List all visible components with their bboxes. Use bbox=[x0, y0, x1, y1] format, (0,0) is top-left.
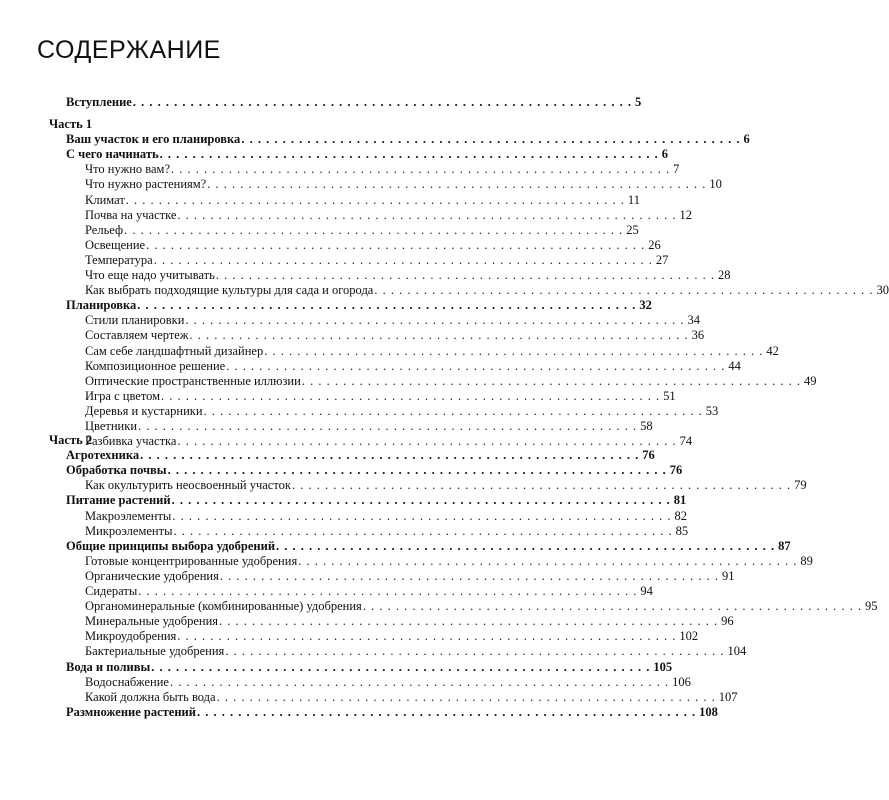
toc-subsection-entry[interactable] bbox=[85, 644, 747, 659]
toc-entry-title: Освещение bbox=[85, 237, 146, 252]
toc-entry-title: Минеральные удобрения bbox=[85, 614, 219, 629]
dot-leader: . . . . . . . . . . . . . . . . . . . . . . . . . . . . . . . . . . . . . . . . . . . . . . . . . . . . . . . . . . . . . bbox=[177, 434, 677, 449]
toc-entry-title: Общие принципы выбора удобрений bbox=[66, 538, 276, 553]
dot-leader: . . . . . . . . . . . . . . . . . . . . . . . . . . . . . . . . . . . . . . . . . . . . . . . . . . . . . . . . . . . . . bbox=[185, 313, 685, 328]
toc-subsection-entry[interactable] bbox=[85, 162, 680, 177]
toc-entry-title: Органические удобрения bbox=[85, 568, 219, 583]
dot-leader: . . . . . . . . . . . . . . . . . . . . . . . . . . . . . . . . . . . . . . . . . . . . . . . . . . . . . . . . . . . . . bbox=[219, 568, 719, 583]
toc-page-number: 42 bbox=[766, 343, 779, 358]
part-heading: Часть 2 bbox=[49, 433, 93, 447]
toc-entry-title: Почва на участке bbox=[85, 207, 177, 222]
toc-page-number: 26 bbox=[648, 237, 661, 252]
toc-subsection-entry[interactable] bbox=[85, 689, 738, 705]
dot-leader: . . . . . . . . . . . . . . . . . . . . . . . . . . . . . . . . . . . . . . . . . . . . . . . . . . . . . . . . . . . . . bbox=[171, 493, 671, 508]
toc-entry-title: Агротехника bbox=[66, 448, 140, 463]
dot-leader: . . . . . . . . . . . . . . . . . . . . . . . . . . . . . . . . . . . . . . . . . . . . . . . . . . . . . . . . . . . . . bbox=[153, 252, 653, 267]
toc-page-number: 106 bbox=[672, 674, 691, 689]
toc-page-number: 81 bbox=[673, 493, 687, 508]
toc-entry-title: Макроэлементы bbox=[85, 508, 172, 523]
toc-subsection-entry[interactable] bbox=[85, 629, 699, 644]
toc-subsection-entry[interactable] bbox=[85, 478, 807, 493]
toc-subsection-entry[interactable] bbox=[85, 674, 691, 690]
toc-entry-title: Вода и поливы bbox=[66, 659, 151, 674]
dot-leader: . . . . . . . . . . . . . . . . . . . . . . . . . . . . . . . . . . . . . . . . . . . . . . . . . . . . . . . . . . . . . bbox=[374, 283, 874, 298]
dot-leader: . . . . . . . . . . . . . . . . . . . . . . . . . . . . . . . . . . . . . . . . . . . . . . . . . . . . . . . . . . . . . bbox=[173, 523, 673, 538]
toc-subsection-entry[interactable] bbox=[85, 358, 741, 374]
toc-entry-title: Что нужно вам? bbox=[85, 162, 171, 177]
toc-subsection-entry[interactable] bbox=[85, 388, 676, 404]
toc-page-number: 11 bbox=[627, 192, 640, 207]
toc-subsection-entry[interactable] bbox=[85, 343, 779, 359]
toc-entry-title: Климат bbox=[85, 192, 125, 207]
dot-leader: . . . . . . . . . . . . . . . . . . . . . . . . . . . . . . . . . . . . . . . . . . . . . . . . . . . . . . . . . . . . . bbox=[146, 237, 646, 252]
toc-entry-title: Микроэлементы bbox=[85, 523, 173, 538]
toc-page-number: 51 bbox=[663, 388, 676, 403]
toc-page-number: 74 bbox=[679, 434, 693, 449]
dot-leader: . . . . . . . . . . . . . . . . . . . . . . . . . . . . . . . . . . . . . . . . . . . . . . . . . . . . . . . . . . . . . bbox=[140, 448, 640, 463]
toc-subsection-entry[interactable] bbox=[85, 373, 817, 389]
dot-leader: . . . . . . . . . . . . . . . . . . . . . . . . . . . . . . . . . . . . . . . . . . . . . . . . . . . . . . . . . . . . . bbox=[226, 358, 726, 373]
toc-section-entry[interactable] bbox=[66, 298, 652, 313]
toc-entry-title: Планировка bbox=[66, 298, 137, 313]
dot-leader: . . . . . . . . . . . . . . . . . . . . . . . . . . . . . . . . . . . . . . . . . . . . . . . . . . . . . . . . . . . . . bbox=[301, 373, 801, 388]
toc-entry-intro[interactable] bbox=[66, 95, 642, 110]
toc-page-number: 53 bbox=[705, 403, 719, 418]
dot-leader: . . . . . . . . . . . . . . . . . . . . . . . . . . . . . . . . . . . . . . . . . . . . . . . . . . . . . . . . . . . . . bbox=[138, 584, 638, 598]
toc-page-number: 12 bbox=[679, 207, 693, 222]
toc-page-number: 102 bbox=[679, 629, 699, 644]
toc-page-number: 82 bbox=[674, 508, 687, 523]
dot-leader: . . . . . . . . . . . . . . . . . . . . . . . . . . . . . . . . . . . . . . . . . . . . . . . . . . . . . . . . . . . . . bbox=[177, 629, 677, 644]
toc-entry-title: Температура bbox=[85, 252, 153, 267]
toc-entry-title: Составляем чертеж bbox=[85, 328, 189, 343]
part-heading: Часть 1 bbox=[49, 117, 93, 131]
dot-leader: . . . . . . . . . . . . . . . . . . . . . . . . . . . . . . . . . . . . . . . . . . . . . . . . . . . . . . . . . . . . . bbox=[362, 599, 862, 614]
dot-leader: . . . . . . . . . . . . . . . . . . . . . . . . . . . . . . . . . . . . . . . . . . . . . . . . . . . . . . . . . . . . . bbox=[215, 268, 715, 282]
toc-subsection-entry[interactable] bbox=[85, 283, 889, 298]
dot-leader: . . . . . . . . . . . . . . . . . . . . . . . . . . . . . . . . . . . . . . . . . . . . . . . . . . . . . . . . . . . . . bbox=[298, 553, 798, 568]
toc-page-number: 85 bbox=[675, 523, 689, 538]
dot-leader: . . . . . . . . . . . . . . . . . . . . . . . . . . . . . . . . . . . . . . . . . . . . . . . . . . . . . . . . . . . . . bbox=[159, 147, 659, 162]
dot-leader: . . . . . . . . . . . . . . . . . . . . . . . . . . . . . . . . . . . . . . . . . . . . . . . . . . . . . . . . . . . . . bbox=[276, 538, 776, 553]
toc-entry-title: Игра с цветом bbox=[85, 388, 161, 403]
toc-subsection-entry[interactable] bbox=[85, 599, 878, 614]
toc-subsection-entry[interactable] bbox=[85, 222, 639, 238]
toc-entry-title: Цветники bbox=[85, 419, 138, 433]
toc-page-number: 27 bbox=[655, 252, 669, 267]
toc-page-number: 104 bbox=[727, 644, 747, 659]
dot-leader: . . . . . . . . . . . . . . . . . . . . . . . . . . . . . . . . . . . . . . . . . . . . . . . . . . . . . . . . . . . . . bbox=[291, 478, 792, 493]
toc-page-number: 107 bbox=[718, 689, 738, 704]
dot-leader: . . . . . . . . . . . . . . . . . . . . . . . . . . . . . . . . . . . . . . . . . . . . . . . . . . . . . . . . . . . . . bbox=[171, 162, 671, 177]
toc-entry-title: Обработка почвы bbox=[66, 463, 167, 478]
dot-leader: . . . . . . . . . . . . . . . . . . . . . . . . . . . . . . . . . . . . . . . . . . . . . . . . . . . . . . . . . . . . . bbox=[177, 207, 677, 222]
toc-page-number: 25 bbox=[626, 222, 639, 237]
toc-entry-title: Микроудобрения bbox=[85, 629, 177, 644]
toc-section-entry[interactable] bbox=[66, 448, 655, 463]
toc-entry-title: Размножение растений bbox=[66, 704, 196, 719]
toc-subsection-entry[interactable] bbox=[85, 434, 693, 449]
toc-subsection-entry[interactable] bbox=[85, 568, 735, 584]
dot-leader: . . . . . . . . . . . . . . . . . . . . . . . . . . . . . . . . . . . . . . . . . . . . . . . . . . . . . . . . . . . . . bbox=[161, 388, 661, 403]
toc-entry-title: Деревья и кустарники bbox=[85, 403, 203, 418]
toc-entry-title: Стили планировки bbox=[85, 313, 185, 328]
toc-entry-title: Что еще надо учитывать bbox=[85, 268, 215, 282]
dot-leader: . . . . . . . . . . . . . . . . . . . . . . . . . . . . . . . . . . . . . . . . . . . . . . . . . . . . . . . . . . . . . bbox=[172, 508, 672, 523]
dot-leader: . . . . . . . . . . . . . . . . . . . . . . . . . . . . . . . . . . . . . . . . . . . . . . . . . . . . . . . . . . . . . bbox=[137, 298, 637, 313]
toc-page-number: 58 bbox=[640, 419, 653, 433]
toc-page-number: 105 bbox=[653, 659, 673, 674]
toc-entry-title: Водоснабжение bbox=[85, 674, 169, 689]
dot-leader: . . . . . . . . . . . . . . . . . . . . . . . . . . . . . . . . . . . . . . . . . . . . . . . . . . . . . . . . . . . . . bbox=[264, 343, 764, 358]
toc-subsection-entry[interactable] bbox=[85, 328, 705, 343]
toc-subsection-entry[interactable] bbox=[85, 268, 731, 283]
toc-subsection-entry[interactable] bbox=[85, 177, 722, 192]
dot-leader: . . . . . . . . . . . . . . . . . . . . . . . . . . . . . . . . . . . . . . . . . . . . . . . . . . . . . . . . . . . . . bbox=[207, 177, 707, 192]
dot-leader: . . . . . . . . . . . . . . . . . . . . . . . . . . . . . . . . . . . . . . . . . . . . . . . . . . . . . . . . . . . . . bbox=[203, 403, 703, 418]
dot-leader: . . . . . . . . . . . . . . . . . . . . . . . . . . . . . . . . . . . . . . . . . . . . . . . . . . . . . . . . . . . . . bbox=[225, 644, 725, 659]
toc-page-number: 5 bbox=[634, 95, 642, 109]
toc-page-number: 32 bbox=[639, 298, 652, 313]
toc-entry-title: С чего начинать bbox=[66, 147, 159, 162]
toc-entry-title: Оптические пространственные иллюзии bbox=[85, 373, 301, 388]
toc-section-entry[interactable] bbox=[66, 463, 683, 478]
toc-entry-title: Как окультурить неосвоенный участок bbox=[85, 478, 291, 493]
toc-entry-title: Сам себе ландшафтный дизайнер bbox=[85, 343, 264, 358]
toc-page-number: 28 bbox=[717, 268, 731, 282]
toc-section-entry[interactable] bbox=[66, 493, 687, 508]
toc-page-number: 108 bbox=[699, 704, 718, 719]
toc-subsection-entry[interactable] bbox=[85, 553, 813, 569]
toc-page-number: 36 bbox=[691, 328, 705, 343]
toc-entry-title: Как выбрать подходящие культуры для сада и огорода bbox=[85, 283, 374, 298]
toc-section-entry[interactable] bbox=[66, 147, 668, 162]
toc-entry-title: Питание растений bbox=[66, 493, 171, 508]
toc-subsection-entry[interactable] bbox=[85, 523, 689, 539]
dot-leader: . . . . . . . . . . . . . . . . . . . . . . . . . . . . . . . . . . . . . . . . . . . . . . . . . . . . . . . . . . . . . bbox=[219, 614, 719, 629]
toc-subsection-entry[interactable] bbox=[85, 508, 687, 524]
toc-page-number: 10 bbox=[709, 177, 722, 192]
dot-leader: . . . . . . . . . . . . . . . . . . . . . . . . . . . . . . . . . . . . . . . . . . . . . . . . . . . . . . . . . . . . . bbox=[132, 95, 632, 109]
toc-page-number: 94 bbox=[640, 584, 653, 598]
dot-leader: . . . . . . . . . . . . . . . . . . . . . . . . . . . . . . . . . . . . . . . . . . . . . . . . . . . . . . . . . . . . . bbox=[167, 463, 667, 478]
toc-page-number: 6 bbox=[743, 132, 750, 147]
toc-page-number: 49 bbox=[803, 373, 817, 388]
dot-leader: . . . . . . . . . . . . . . . . . . . . . . . . . . . . . . . . . . . . . . . . . . . . . . . . . . . . . . . . . . . . . bbox=[151, 659, 651, 674]
toc-page-number: 76 bbox=[669, 463, 683, 478]
toc-entry-title: Органоминеральные (комбинированные) удобрения bbox=[85, 599, 362, 614]
toc-page-number: 96 bbox=[721, 614, 734, 629]
toc-entry-title: Композиционное решение bbox=[85, 358, 226, 373]
dot-leader: . . . . . . . . . . . . . . . . . . . . . . . . . . . . . . . . . . . . . . . . . . . . . . . . . . . . . . . . . . . . . bbox=[196, 704, 697, 719]
toc-page-number: 76 bbox=[642, 448, 655, 463]
toc-entry-title: Какой должна быть вода bbox=[85, 689, 216, 704]
toc-subsection-entry[interactable] bbox=[85, 237, 661, 253]
toc-page-number: 89 bbox=[800, 553, 813, 568]
toc-section-entry[interactable] bbox=[66, 704, 718, 720]
toc-subsection-entry[interactable] bbox=[85, 419, 653, 434]
toc-section-entry[interactable] bbox=[66, 132, 750, 147]
dot-leader: . . . . . . . . . . . . . . . . . . . . . . . . . . . . . . . . . . . . . . . . . . . . . . . . . . . . . . . . . . . . . bbox=[138, 419, 638, 433]
dot-leader: . . . . . . . . . . . . . . . . . . . . . . . . . . . . . . . . . . . . . . . . . . . . . . . . . . . . . . . . . . . . . bbox=[241, 132, 741, 147]
toc-entry-title: Рельеф bbox=[85, 222, 124, 237]
toc-page-number: 79 bbox=[794, 478, 807, 493]
toc-subsection-entry[interactable] bbox=[85, 313, 701, 328]
toc-entry-title: Что нужно растениям? bbox=[85, 177, 207, 192]
toc-page-number: 6 bbox=[661, 147, 668, 162]
toc-section-entry[interactable] bbox=[66, 538, 791, 554]
dot-leader: . . . . . . . . . . . . . . . . . . . . . . . . . . . . . . . . . . . . . . . . . . . . . . . . . . . . . . . . . . . . . bbox=[124, 222, 624, 237]
toc-subsection-entry[interactable] bbox=[85, 403, 719, 419]
toc-entry-title: Вступление bbox=[66, 95, 132, 109]
toc-subsection-entry[interactable] bbox=[85, 614, 734, 629]
toc-entry-title: Бактериальные удобрения bbox=[85, 644, 225, 659]
page-title: СОДЕРЖАНИЕ bbox=[37, 36, 221, 64]
toc-page-number: 34 bbox=[687, 313, 701, 328]
dot-leader: . . . . . . . . . . . . . . . . . . . . . . . . . . . . . . . . . . . . . . . . . . . . . . . . . . . . . . . . . . . . . bbox=[125, 192, 625, 207]
toc-page-number: 95 bbox=[864, 599, 878, 614]
toc-entry-title: Готовые концентрированные удобрения bbox=[85, 553, 298, 568]
dot-leader: . . . . . . . . . . . . . . . . . . . . . . . . . . . . . . . . . . . . . . . . . . . . . . . . . . . . . . . . . . . . . bbox=[169, 674, 670, 689]
toc-page-number: 30 bbox=[876, 283, 889, 298]
toc-page-number: 91 bbox=[721, 568, 735, 583]
dot-leader: . . . . . . . . . . . . . . . . . . . . . . . . . . . . . . . . . . . . . . . . . . . . . . . . . . . . . . . . . . . . . bbox=[189, 328, 689, 343]
toc-subsection-entry[interactable] bbox=[85, 584, 653, 599]
toc-page-number: 44 bbox=[728, 358, 741, 373]
toc-subsection-entry[interactable] bbox=[85, 207, 693, 223]
toc-page-number: 87 bbox=[778, 538, 791, 553]
toc-page-number: 7 bbox=[673, 162, 680, 177]
toc-entry-title: Разбивка участка bbox=[85, 434, 177, 449]
toc-subsection-entry[interactable] bbox=[85, 252, 669, 268]
toc-section-entry[interactable] bbox=[66, 659, 673, 675]
toc-entry-title: Сидераты bbox=[85, 584, 138, 598]
toc-subsection-entry[interactable] bbox=[85, 192, 640, 208]
dot-leader: . . . . . . . . . . . . . . . . . . . . . . . . . . . . . . . . . . . . . . . . . . . . . . . . . . . . . . . . . . . . . bbox=[216, 689, 716, 704]
toc-entry-title: Ваш участок и его планировка bbox=[66, 132, 241, 147]
